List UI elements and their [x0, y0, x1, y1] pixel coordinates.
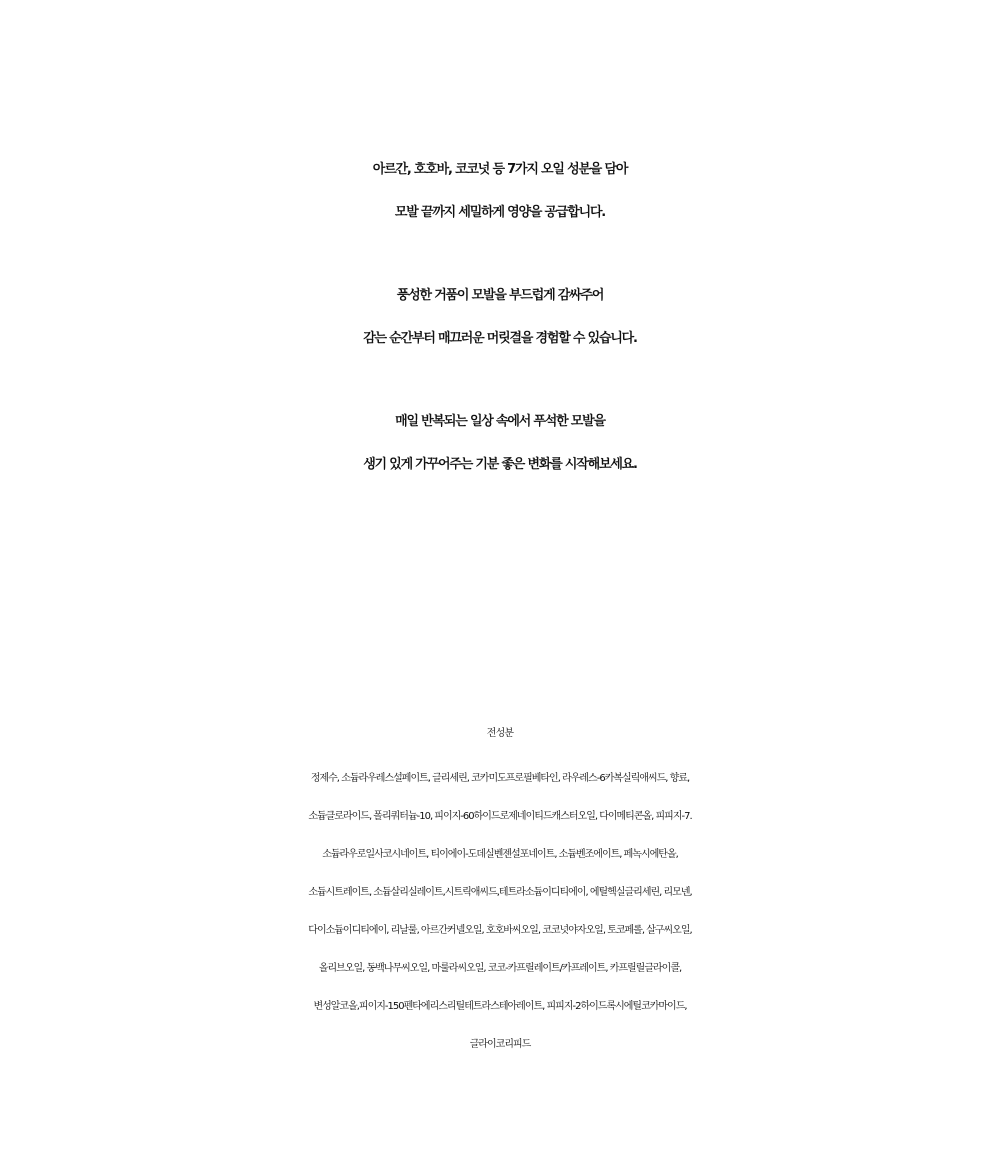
- description-line: 모발 끝까지 세밀하게 영양을 공급합니다.: [394, 205, 606, 220]
- ingredients-line: 소듐시트레이트, 소듐살리실레이트,시트릭애씨드,테트라소듐이디티에이, 에틸헥실글리세린, 리모넨,: [308, 887, 692, 898]
- ingredients-line: 소듐클로라이드, 폴리쿼터늄-10, 피이지-60하이드로제네이티드캐스터오일, 다이메티콘올, 피피지-7.: [308, 811, 692, 822]
- product-description: [0, 148, 1000, 526]
- description-paragraph-3: [0, 400, 1000, 486]
- description-line: 매일 반복되는 일상 속에서 푸석한 모발을: [395, 414, 605, 429]
- ingredients-line: 정제수, 소듐라우레스설페이트, 글리세린, 코카미도프로필베타인, 라우레스-6카복실릭애씨드, 향료,: [310, 773, 690, 784]
- description-line: 풍성한 거품이 모발을 부드럽게 감싸주어: [396, 288, 604, 303]
- ingredients-line: 다이소듐이디티에이, 리날룰, 아르간커넬오일, 호호바씨오일, 코코넛야자오일, 토코페롤, 살구씨오일,: [308, 925, 692, 936]
- ingredients-line: 글라이코리피드: [469, 1039, 531, 1050]
- description-paragraph-1: [0, 148, 1000, 234]
- ingredients-line: 소듐라우로일사코시네이트, 티이에이-도데실벤젠설포네이트, 소듐벤조에이트, 페녹시에탄올,: [322, 849, 678, 860]
- ingredients-line: 변성알코올,피이지-150펜타에리스리틸테트라스테아레이트, 피피지-2하이드록시에틸코카마이드,: [313, 1001, 687, 1012]
- ingredients-title: 전성분: [486, 728, 514, 739]
- ingredients-section: [0, 718, 1000, 1064]
- description-line: 아르간, 호호바, 코코넛 등 7가지 오일 성분을 담아: [372, 162, 628, 177]
- description-line: 감는 순간부터 매끄러운 머릿결을 경험할 수 있습니다.: [363, 331, 637, 346]
- description-paragraph-2: [0, 274, 1000, 360]
- ingredients-line: 올리브오일, 동백나무씨오일, 마룰라씨오일, 코코-카프릴레이트/카프레이트, 카프릴릴글라이콜,: [318, 963, 682, 974]
- description-line: 생기 있게 가꾸어주는 기분 좋은 변화를 시작해보세요.: [363, 457, 637, 472]
